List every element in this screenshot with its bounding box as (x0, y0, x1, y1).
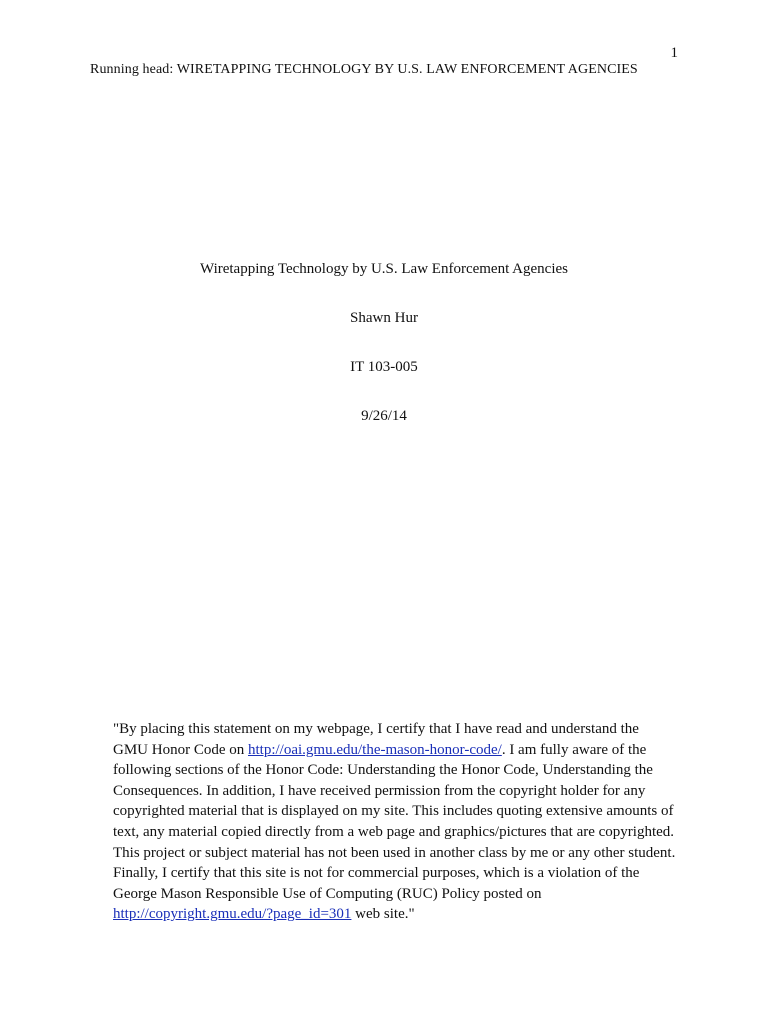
statement-line: copyrighted material that is displayed on my site. This includes quoting extensive amounts of (113, 803, 674, 820)
paper-title: Wiretapping Technology by U.S. Law Enforcement Agencies (200, 261, 568, 277)
course-code: IT 103-005 (350, 359, 418, 375)
statement-line: Consequences. In addition, I have received permission from the copyright holder for any (113, 782, 646, 799)
title-block (0, 259, 768, 455)
honor-code-statement (113, 719, 693, 925)
running-head: Running head: WIRETAPPING TECHNOLOGY BY U.S. LAW ENFORCEMENT AGENCIES (90, 62, 638, 77)
paper-date: 9/26/14 (361, 408, 407, 424)
statement-line (113, 904, 693, 925)
page-number: 1 (670, 45, 678, 61)
statement-text: . I am fully aware of the (501, 741, 647, 758)
author-name: Shawn Hur (350, 310, 418, 326)
statement-line: text, any material copied directly from a web page and graphics/pictures that are copyrighted. (113, 823, 675, 840)
statement-text: web site." (351, 906, 415, 923)
honor-code-link[interactable]: http://oai.gmu.edu/the-mason-honor-code/ (248, 741, 502, 758)
statement-line: following sections of the Honor Code: Understanding the Honor Code, Understanding the (113, 762, 653, 779)
statement-line: This project or subject material has not been used in another class by me or any other student. (113, 844, 676, 861)
copyright-policy-link[interactable]: http://copyright.gmu.edu/?page_id=301 (113, 906, 352, 923)
statement-line: "By placing this statement on my webpage, I certify that I have read and understand the (113, 721, 639, 737)
statement-line: George Mason Responsible Use of Computing (RUC) Policy posted on (113, 885, 542, 902)
statement-line: Finally, I certify that this site is not for commercial purposes, which is a violation of the (113, 865, 640, 882)
statement-text: GMU Honor Code on (113, 741, 248, 758)
statement-line (113, 740, 693, 761)
